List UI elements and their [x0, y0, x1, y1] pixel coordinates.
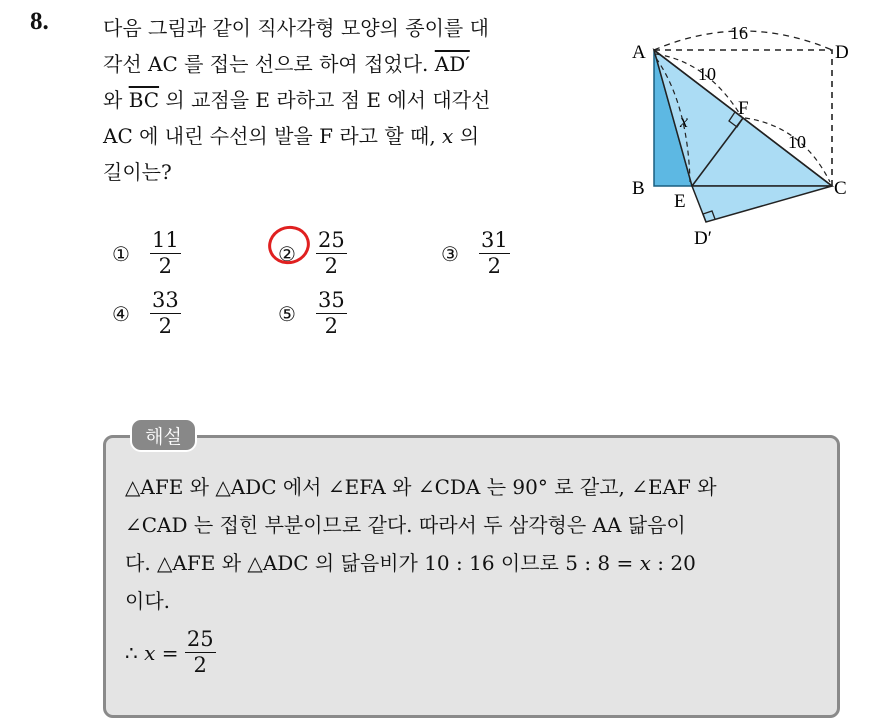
label-c: C [834, 178, 847, 199]
question-text [103, 10, 603, 190]
segment-ad-prime: AD′ [434, 52, 470, 76]
conclusion-variable-x: x [144, 640, 156, 665]
choice-5-fraction: $\frac{35}{2}$ [318, 288, 345, 338]
solution-line-4: 이다. [125, 589, 170, 613]
therefore-symbol: ∴ [125, 640, 138, 665]
choice-5[interactable] [278, 288, 347, 339]
solution-line-1: △AFE 와 △ADC 에서 ∠EFA 와 ∠CDA 는 90° 로 같고, ∠EAF 와 [125, 475, 717, 499]
question-line-3: 와 $\overline{BC}$ 의 교점을 E 라하고 점 E 에서 대각선 [103, 88, 491, 112]
label-b: B [632, 178, 645, 199]
folded-rectangle-figure [622, 14, 884, 254]
label-f: F [738, 98, 749, 119]
label-e: E [674, 191, 686, 212]
question-line-5: 길이는? [103, 160, 172, 184]
solution-text [125, 468, 837, 620]
choice-2-fraction: $\frac{25}{2}$ [318, 228, 345, 278]
label-d: D [835, 42, 849, 63]
selected-answer-circle [264, 221, 314, 269]
question-line-4: AC 에 내린 수선의 발을 F 라고 할 때, x 의 [103, 124, 480, 148]
label-x: x [680, 111, 688, 131]
choice-1-fraction: $\frac{11}{2}$ [152, 228, 179, 278]
solution-line-2: ∠CAD 는 접힌 부분이므로 같다. 따라서 두 삼각형은 AA 닮음이 [125, 513, 686, 537]
solution-variable-x: x [639, 551, 651, 575]
choice-1-number: ① [112, 241, 130, 266]
label-a: A [632, 42, 646, 63]
choice-1[interactable] [112, 228, 181, 279]
length-af: 10 [698, 64, 716, 84]
label-d-prime: D′ [694, 228, 712, 249]
solution-tab: 해설 [130, 418, 197, 452]
length-ad: 16 [730, 23, 748, 43]
choice-2[interactable] [278, 228, 347, 279]
choice-4-fraction: $\frac{33}{2}$ [152, 288, 179, 338]
choice-2-number: ② [278, 242, 316, 266]
question-line-2: 각선 AC 를 접는 선으로 하여 접었다. AD′ [103, 52, 470, 76]
choice-3-fraction: $\frac{31}{2}$ [481, 228, 508, 278]
variable-x: x [442, 124, 454, 148]
choice-5-number: ⑤ [278, 301, 296, 326]
choice-3-number: ③ [441, 241, 459, 266]
solution-line-3: 다. △AFE 와 △ADC 의 닮음비가 10 : 16 이므로 5 : 8 = x : 20 [125, 551, 696, 575]
choice-3[interactable] [441, 228, 510, 279]
question-number: 8. [30, 8, 49, 35]
choice-4[interactable] [112, 288, 181, 339]
conclusion-fraction: $\frac{25}{2}$ [186, 627, 214, 677]
length-fc: 10 [788, 132, 806, 152]
question-line-1: 다음 그림과 같이 직사각형 모양의 종이를 대 [103, 16, 489, 40]
solution-conclusion: ∴ x = $\frac{25}{2}$ [125, 627, 214, 677]
choice-4-number: ④ [112, 301, 130, 326]
segment-bc: $\overline{BC}$ [128, 88, 160, 112]
folded-flap [692, 186, 832, 222]
